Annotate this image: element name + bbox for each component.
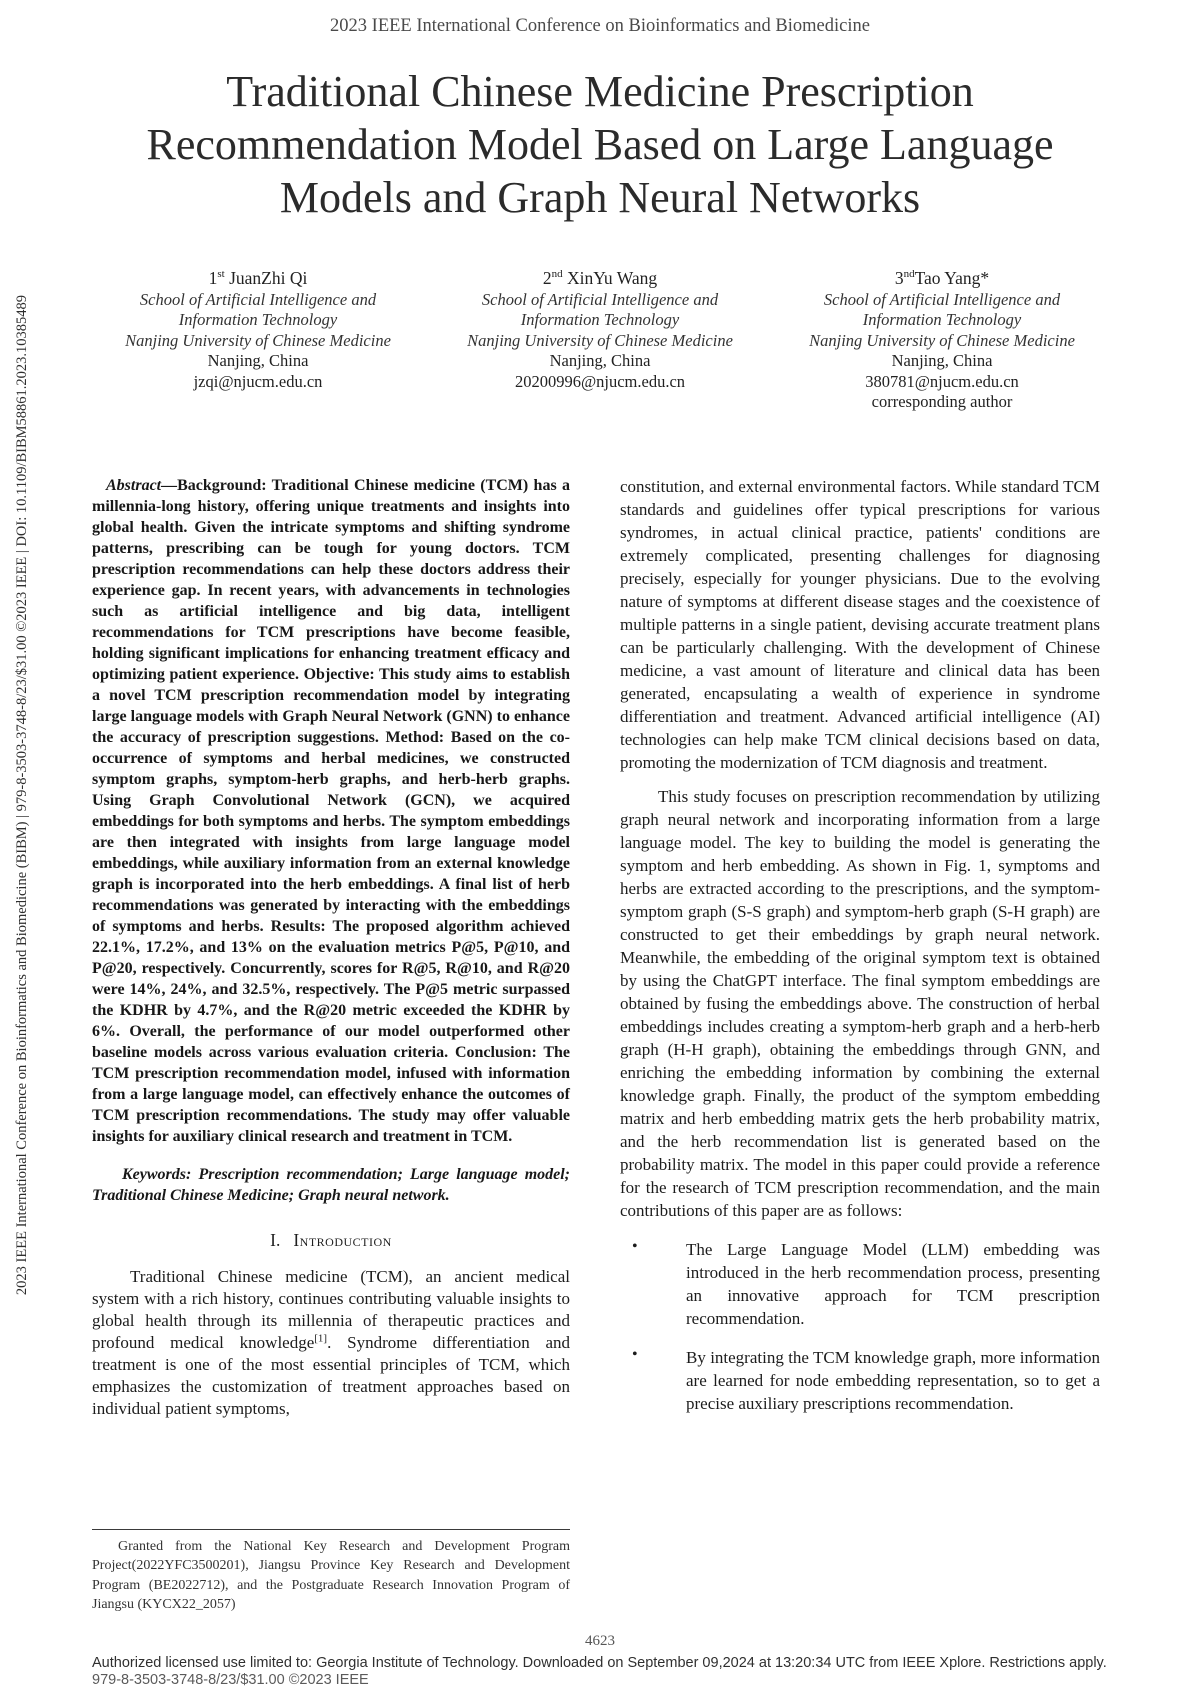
intro-text-after-ref: . Syndrome differentiation and treatment is one of the most essential principles of TCM, which emphasizes the customization of treatment approaches based on individual patient symptoms, <box>92 1332 571 1418</box>
author-ordinal-suffix: st <box>217 268 225 281</box>
sidebar-copyright-text: 2023 IEEE International Conference on Bioinformatics and Biomedicine (BIBM) | 979-8-3503-3748-8/23/$31.00 ©2023 IEEE | DOI: 10.1109/BIBM58861.2023.10385489 <box>14 294 30 1296</box>
paper-title <box>70 65 1130 224</box>
author-block-2 <box>432 268 768 413</box>
bullet-icon: • <box>632 1237 638 1255</box>
author-department: School of Artificial Intelligence and Information Technology <box>481 289 719 329</box>
copyright-footer-text: 979-8-3503-3748-8/23/$31.00 ©2023 IEEE <box>92 1672 369 1688</box>
author-ordinal-suffix: nd <box>903 268 915 281</box>
author-location: Nanjing, China <box>891 351 993 370</box>
author-ordinal-suffix: nd <box>551 268 563 281</box>
keywords-paragraph <box>92 1164 570 1206</box>
author-name <box>90 268 426 289</box>
author-name <box>432 268 768 289</box>
author-block-1 <box>90 268 426 413</box>
bullet-text-1: The Large Language Model (LLM) embedding was introduced in the herb recommendation process, presenting an innovative approach for TCM prescription recommendation. <box>686 1239 1100 1328</box>
body-paragraph-1: constitution, and external environmental factors. While standard TCM standards and guidelines offer typical prescriptions for various syndromes, in actual clinical practice, patients' conditions are extremely complicated, presenting challenges for diagnosing precisely, especially for younger physicians. Due to the evolving nature of symptoms at different disease stages and the coexistence of multiple patterns in a single patient, devising accurate treatment plans can be particularly challenging. With the development of Chinese medicine, a vast amount of literature and clinical data has been generated, encapsulating a wealth of experience in syndrome differentiation and treatment. Advanced artificial intelligence (AI) technologies can help make TCM clinical decisions based on data, promoting the modernization of TCM diagnosis and treatment. <box>620 476 1100 772</box>
page-footer <box>0 1633 1200 1688</box>
paper-title-line-2: Recommendation Model Based on Large Language <box>146 120 1054 169</box>
left-column <box>92 475 570 1615</box>
right-column <box>620 475 1100 1615</box>
abstract-paragraph <box>92 475 570 1147</box>
funding-footnote <box>92 1529 570 1615</box>
authors-row <box>90 268 1110 413</box>
author-email: jzqi@njucm.edu.cn <box>193 371 323 391</box>
body-paragraph-2: This study focuses on prescription recommendation by utilizing graph neural network and incorporating information from a large language model. The key to building the model is generating the symptom and herb embedding. As shown in Fig. 1, symptoms and herbs are extracted according to the prescriptions, and the symptom-symptom graph (S-S graph) and symptom-herb graph (S-H graph) are constructed to get their embeddings by graph neural network. Meanwhile, the embedding of the original symptom text is obtained by using the ChatGPT interface. The final symptom embeddings are obtained by fusing the embeddings above. The construction of herbal embeddings includes creating a symptom-herb graph and a herb-herb graph (H-H graph), obtaining the embeddings through GNN, and enriching the embedding information by combining the external knowledge graph. Finally, the product of the symptom embedding matrix and herb embedding matrix gets the herb probability matrix, and the herb recommendation list is generated based on the probability matrix. The model in this paper could provide a reference for the research of TCM prescription recommendation, and the main contributions of this paper are as follows: <box>620 786 1100 1220</box>
author-university: Nanjing University of Chinese Medicine <box>125 330 391 350</box>
bullet-text-2: By integrating the TCM knowledge graph, more information are learned for node embedding representation, so to get a precise auxiliary prescriptions recommendation. <box>686 1347 1100 1413</box>
author-department: School of Artificial Intelligence and Information Technology <box>823 289 1061 329</box>
abstract-text: Background: Traditional Chinese medicine (TCM) has a millennia-long history, offering unique treatments and insights into global health. Given the intricate symptoms and shifting syndrome patterns, prescribing can be tough for young doctors. TCM prescription recommendations can help these doctors address their experience gap. In recent years, with advancements in technologies such as artificial intelligence and big data, intelligent recommendations for TCM prescriptions have become feasible, holding significant implications for enhancing treatment efficacy and optimizing patient experience. Objective: This study aims to establish a novel TCM prescription recommendation model by integrating large language models with Graph Neural Network (GNN) to enhance the accuracy of prescription suggestions. Method: Based on the co-occurrence of symptoms and herbal medicines, we constructed symptom graphs, symptom-herb graphs, and herb-herb graphs. Using Graph Convolutional Network (GCN), we acquired embeddings for both symptoms and herbs. The symptom embeddings are then integrated with insights from large language model embeddings, while auxiliary information from an external knowledge graph is incorporated into the herb embeddings. A final list of herb recommendations was generated by interacting with the embeddings of symptoms and herbs. Results: The proposed algorithm achieved 22.1%, 17.2%, and 13% on the evaluation metrics P@5, P@10, and P@20, respectively. Concurrently, scores for R@5, R@10, and R@20 were 14%, 24%, and 32.5%, respectively. The P@5 metric surpassed the KDHR by 4.7%, and the R@20 metric exceeded the KDHR by 6%. Overall, the performance of our model outperformed other baseline models across various evaluation criteria. Conclusion: The TCM prescription recommendation model, infused with information from a large language model, can effectively enhance the outcomes of TCM prescription recommendations. The study may offer valuable insights for auxiliary clinical research and treatment in TCM. <box>92 476 570 1145</box>
author-name-text: XinYu Wang <box>562 268 658 288</box>
section-number: I. <box>270 1229 281 1250</box>
author-name <box>774 268 1110 289</box>
bullet-icon: • <box>632 1345 638 1363</box>
bullet-item-1 <box>620 1238 1100 1330</box>
conference-header: 2023 IEEE International Conference on Bioinformatics and Biomedicine <box>330 16 870 36</box>
author-ordinal: 3 <box>894 268 904 288</box>
author-university: Nanjing University of Chinese Medicine <box>809 330 1075 350</box>
author-location: Nanjing, China <box>549 351 651 370</box>
license-footer-text: Authorized licensed use limited to: Georgia Institute of Technology. Downloaded on September 09,2024 at 13:20:34 UTC from IEEE Xplore. Restrictions apply. <box>92 1655 1107 1671</box>
author-ordinal: 2 <box>542 268 552 288</box>
keywords-text: Prescription recommendation; Large language model; Traditional Chinese Medicine; Graph neural network. <box>92 1165 571 1204</box>
abstract-label: Abstract— <box>106 476 178 494</box>
bullet-item-2 <box>620 1346 1100 1415</box>
intro-text-before-ref: Traditional Chinese medicine (TCM), an ancient medical system with a rich history, continues contributing valuable insights to global health through its millennia of therapeutic practices and profound medical knowledge <box>92 1266 570 1352</box>
introduction-paragraph <box>92 1266 570 1420</box>
author-email: 20200996@njucm.edu.cn <box>514 371 686 391</box>
author-name-text: JuanZhi Qi <box>224 268 308 288</box>
author-name-text: Tao Yang* <box>914 268 990 288</box>
corresponding-author-note: corresponding author <box>871 392 1013 411</box>
page-number: 4623 <box>585 1633 615 1649</box>
paper-title-line-1: Traditional Chinese Medicine Prescription <box>226 67 974 116</box>
citation-ref-1: [1] <box>314 1331 328 1344</box>
paper-title-line-3: Models and Graph Neural Networks <box>279 173 921 222</box>
two-column-body <box>92 413 1100 1615</box>
author-location: Nanjing, China <box>207 351 309 370</box>
author-department: School of Artificial Intelligence and Information Technology <box>139 289 377 329</box>
author-university: Nanjing University of Chinese Medicine <box>467 330 733 350</box>
section-title: Introduction <box>293 1229 392 1250</box>
section-heading-introduction <box>92 1230 570 1251</box>
contributions-bullet-list <box>620 1238 1100 1415</box>
keywords-label: Keywords: <box>122 1165 199 1183</box>
author-email: 380781@njucm.edu.cn <box>865 371 1019 391</box>
author-block-3 <box>774 268 1110 413</box>
author-ordinal: 1 <box>208 268 218 288</box>
funding-footnote-text: Granted from the National Key Research and Development Program Project(2022YFC3500201), Jiangsu Province Key Research and Development Program (BE2022712), and the Postgraduate Research Innovation Program of Jiangsu (KYCX22_2057) <box>92 1538 570 1612</box>
